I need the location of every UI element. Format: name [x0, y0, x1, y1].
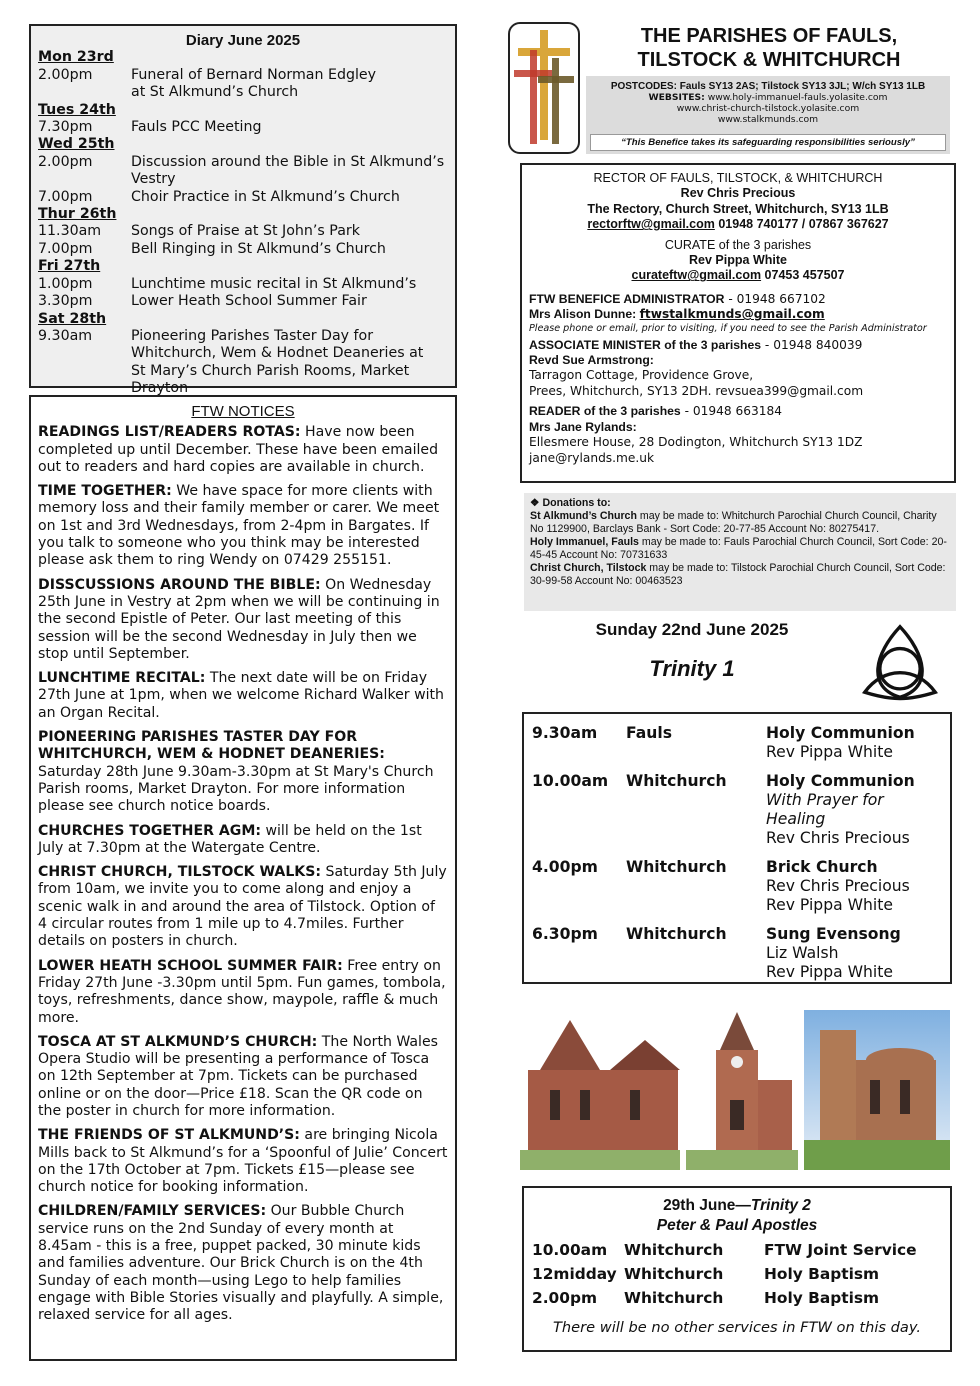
service-time: 10.00am	[532, 772, 609, 790]
diary-entry	[38, 276, 448, 293]
diary-event: Songs of Praise at St John’s Park	[131, 223, 360, 240]
service-row	[532, 925, 942, 982]
diary-time: 7.00pm	[38, 188, 93, 205]
donation-text: may be made to: Tilstock Parochial Church Council, Sort Code: 30-99-58 Account No: 00463523	[530, 562, 946, 587]
donation-item	[530, 562, 950, 588]
donation-text: may be made to: Whitchurch Parochial Church Council, Charity No 1129900, Barclays Bank - Sort Code: 20-77-85 Account No: 80275417.	[530, 510, 937, 535]
notice-heading: THE FRIENDS OF ST ALKMUND’S:	[38, 1127, 300, 1144]
diary-time	[38, 84, 131, 101]
admin-title: FTW BENEFICE ADMINISTRATOR	[529, 291, 725, 306]
donations-title: Donations to:	[542, 497, 611, 509]
rector-phone: 01948 740177 / 07867 367627	[714, 217, 889, 232]
service-name: Sung Evensong	[766, 925, 901, 943]
notice-text: We have space for more clients with memory loss and their family member or carer. We meet on 1st and 3rd Wednesdays, from 2-4pm in Bargates. If you talk to someone who you think may be interested please ask them to ring Wendy on 07429 255151.	[38, 483, 440, 569]
reader-name: Mrs Jane Rylands:	[529, 419, 637, 434]
notice-text: will be held on the 1st July at 7.30pm at the Watergate Centre.	[38, 822, 422, 856]
service-detail	[766, 724, 942, 762]
diary-time: 2.00pm	[38, 66, 93, 83]
diary-entry	[38, 154, 448, 171]
reader-address: Ellesmere House, 28 Dodington, Whitchurch SY13 1DZ	[529, 435, 863, 450]
sunday-services-box	[522, 712, 952, 984]
service-row	[532, 858, 942, 915]
service-line: Rev Pippa White	[766, 896, 893, 914]
june29-service: FTW Joint Service	[764, 1241, 917, 1259]
june29-date: 29th June—	[663, 1197, 751, 1214]
rector-address: The Rectory, Church Street, Whitchurch, SY13 1LB	[587, 201, 889, 216]
diary-event: St Mary’s Church Parish Rooms, Market Drayton	[131, 362, 410, 397]
rector-title: RECTOR OF FAULS, TILSTOCK, & WHITCHURCH	[593, 171, 883, 185]
reader-email[interactable]: jane@rylands.me.uk	[529, 450, 655, 465]
church-photo-tilstock	[686, 1010, 798, 1170]
curate-phone: 07453 457507	[761, 268, 845, 283]
assoc-title: ASSOCIATE MINISTER of the 3 parishes	[529, 337, 762, 352]
diary-entry	[38, 67, 448, 84]
notices-box	[29, 395, 457, 1361]
curate-email[interactable]: curateftw@gmail.com	[631, 268, 762, 283]
rector-email[interactable]: rectorftw@gmail.com	[587, 217, 715, 232]
notice-text: The North Wales Opera Studio will be presenting a performance of Tosca on 12th September at 7pm. Tickets can be purchased online or on the door—Price £18. Scan the QR code on the poster in church for more information.	[38, 1033, 438, 1119]
june29-service: Holy Baptism	[764, 1289, 880, 1307]
diary-time: 11.30am	[38, 223, 102, 240]
diary-entry	[38, 223, 448, 240]
notice-item	[38, 864, 448, 950]
reader-phone: - 01948 663184	[680, 404, 783, 419]
diary-time: 2.00pm	[38, 153, 93, 170]
admin-email[interactable]: ftwstalkmunds@gmail.com	[639, 307, 825, 322]
diary-event: Lower Heath School Summer Fair	[131, 293, 367, 310]
diary-event: Bell Ringing in St Alkmund’s Church	[131, 240, 386, 257]
postcodes-box	[586, 76, 950, 154]
diary-time: 7.00pm	[38, 240, 93, 257]
service-line: With Prayer for Healing	[766, 791, 884, 828]
website-tilstock[interactable]: www.christ-church-tilstock.yolasite.com	[676, 103, 860, 114]
notice-item	[38, 1203, 448, 1324]
diamond-bullet-icon: ❖	[530, 497, 540, 509]
diary-event: Pioneering Parishes Taster Day for	[131, 327, 374, 344]
websites-label: WEBSITES:	[648, 92, 705, 103]
notice-heading: TIME TOGETHER:	[38, 483, 172, 500]
diary-day: Thur 26th	[38, 206, 117, 223]
june29-subtitle: Peter & Paul Apostles	[656, 1217, 818, 1234]
contacts-box	[520, 163, 956, 483]
service-line: Rev Chris Precious	[766, 829, 910, 847]
notice-text: The next date will be on Friday 27th June at 1pm, when we welcome Richard Walker with an Organ Recital.	[38, 670, 444, 721]
diary-day: Tues 24th	[38, 101, 116, 118]
donation-church: St Alkmund’s Church	[530, 510, 637, 522]
diary-event: Whitchurch, Wem & Hodnet Deaneries at	[131, 345, 424, 362]
diary-event: Vestry	[131, 171, 176, 188]
admin-note: Please phone or email, prior to visiting, if you need to see the Parish Administrator	[529, 322, 927, 334]
notice-item	[38, 577, 448, 663]
diary-event: Fauls PCC Meeting	[131, 119, 262, 136]
notice-heading: CHRIST CHURCH, TILSTOCK WALKS:	[38, 864, 322, 881]
church-photo-stalkmunds	[804, 1010, 950, 1170]
donation-item	[530, 536, 950, 562]
service-time: 6.30pm	[532, 925, 598, 943]
notice-heading: LUNCHTIME RECITAL:	[38, 670, 206, 687]
june29-time: 10.00am	[532, 1241, 608, 1259]
service-name: Holy Communion	[766, 724, 915, 742]
diary-entry	[38, 119, 448, 136]
assoc-name: Revd Sue Armstrong:	[529, 353, 654, 368]
sunday-date: Sunday 22nd June 2025	[595, 620, 789, 639]
diary-day: Sat 28th	[38, 310, 107, 327]
diary-entry	[38, 293, 448, 310]
postcodes: POSTCODES: Fauls SY13 2AS; Tilstock SY13 3JL; W/ch SY13 1LB	[610, 81, 926, 92]
service-place: Whitchurch	[626, 925, 727, 943]
service-list	[532, 724, 942, 982]
notice-item	[38, 823, 448, 858]
donation-list	[530, 510, 950, 588]
assoc-addr-2: Prees, Whitchurch, SY13 2DH. revsuea399@gmail.com	[529, 383, 864, 398]
diary-list	[38, 49, 448, 397]
service-line: Rev Pippa White	[766, 963, 893, 981]
notice-item	[38, 483, 448, 569]
diary-time: 9.30am	[38, 327, 93, 344]
diary-entry	[38, 171, 448, 188]
june29-box	[522, 1186, 952, 1352]
notice-text: Our Bubble Church service runs on the 2nd Sunday of every month at 8.45am - this is a free, puppet packed, 30 minute kids and families adventure. Our Brick Church is on the 4th Sunday of each month—using Lego to help families engage with Bible Stories visually and playfully. A simple, relaxed service for all ages.	[38, 1203, 444, 1324]
june29-place: Whitchurch	[624, 1289, 724, 1307]
june29-footer: There will be no other services in FTW on this day.	[553, 1319, 921, 1336]
june29-service: Holy Baptism	[764, 1265, 880, 1283]
diary-event: at St Alkmund’s Church	[131, 84, 299, 101]
assoc-phone: - 01948 840039	[761, 337, 863, 352]
notice-heading: LOWER HEATH SCHOOL SUMMER FAIR:	[38, 957, 343, 974]
diary-event: Lunchtime music recital in St Alkmund’s	[131, 275, 417, 292]
notice-text: Saturday 5th July from 10am, we invite you to come along and enjoy a scenic walk in and around the area of Tilstock. Option of 4 circular routes from 1 mile up to 4.7miles. Further details on posters in church.	[38, 864, 447, 950]
notice-list	[38, 424, 448, 1324]
service-place: Whitchurch	[626, 858, 727, 876]
service-name: Holy Communion	[766, 772, 915, 790]
notice-text: Saturday 28th June 9.30am-3.30pm at St Mary's Church Parish rooms, Market Drayton. For more information please see church notice boards.	[38, 763, 434, 815]
service-line: Liz Walsh	[766, 944, 839, 962]
donation-church: Christ Church, Tilstock	[530, 562, 647, 574]
service-place: Fauls	[626, 724, 672, 742]
service-line: Rev Chris Precious	[766, 877, 910, 895]
notice-text: On Wednesday 25th June in Vestry at 2pm when we will be continuing in the second Epistle of Peter. Our last meeting of this session will be the second Wednesday in July then we stop until September.	[38, 576, 440, 662]
diary-entry	[38, 241, 448, 258]
service-time: 9.30am	[532, 724, 598, 742]
notice-item	[38, 1127, 448, 1196]
crosses-logo-icon	[508, 22, 580, 154]
service-name: Brick Church	[766, 858, 878, 876]
service-time: 4.00pm	[532, 858, 598, 876]
diary-event: Choir Practice in St Alkmund’s Church	[131, 188, 400, 205]
church-photos	[520, 1000, 950, 1176]
trinity-knot-icon	[858, 620, 942, 704]
notice-heading: CHILDREN/FAMILY SERVICES:	[38, 1203, 267, 1220]
diary-entry	[38, 345, 448, 362]
website-stalkmunds[interactable]: www.stalkmunds.com	[717, 114, 819, 125]
donation-text: may be made to: Fauls Parochial Church Council, Sort Code: 20-45-45 Account No: 70731633	[530, 536, 947, 561]
service-line: Rev Pippa White	[766, 743, 893, 761]
service-row	[532, 724, 942, 762]
rector-name: Rev Chris Precious	[680, 186, 796, 201]
notice-heading: TOSCA AT ST ALKMUND’S CHURCH:	[38, 1033, 318, 1050]
title-line-2: TILSTOCK & WHITCHURCH	[637, 49, 901, 71]
diary-event: Funeral of Bernard Norman Edgley	[131, 66, 377, 83]
diary-entry	[38, 189, 448, 206]
diary-day: Fri 27th	[38, 258, 101, 275]
diary-entry	[38, 328, 448, 345]
notice-heading: CHURCHES TOGETHER AGM:	[38, 822, 261, 839]
diary-time	[38, 363, 131, 398]
donation-church: Holy Immanuel, Fauls	[530, 536, 639, 548]
donation-item	[530, 510, 950, 536]
admin-name: Mrs Alison Dunne:	[529, 307, 640, 322]
website-fauls[interactable]: www.holy-immanuel-fauls.yolasite.com	[707, 92, 888, 103]
diary-time	[38, 345, 131, 362]
diary-box	[29, 24, 457, 397]
notice-heading: DISSCUSSIONS AROUND THE BIBLE:	[38, 576, 321, 593]
notice-text: Have now been completed up until December. These have been emailed out to readers and hard copies are available in church.	[38, 424, 439, 475]
diary-event: Discussion around the Bible in St Alkmund’s	[131, 153, 445, 170]
notice-text: are bringing Nicola Mills back to St Alkmund’s for a ‘Spoonful of Julie’ Concert on the 17th October at 7pm. Tickets £15—please see church notice for booking information.	[38, 1127, 448, 1196]
june29-time: 12midday	[532, 1265, 617, 1283]
notice-heading: PIONEERING PARISHES TASTER DAY FOR WHITCHURCH, WEM & HODNET DEANERIES:	[38, 729, 385, 763]
service-place: Whitchurch	[626, 772, 727, 790]
notice-item	[38, 1034, 448, 1120]
diary-time	[38, 171, 131, 188]
admin-phone: - 01948 667102	[724, 291, 826, 306]
curate-name: Rev Pippa White	[689, 253, 787, 268]
diary-day: Mon 23rd	[38, 49, 114, 66]
june29-place: Whitchurch	[624, 1265, 724, 1283]
diary-entry	[38, 84, 448, 101]
service-row	[532, 772, 942, 848]
notice-item	[38, 729, 448, 815]
church-photo-fauls	[520, 1010, 680, 1170]
diary-time: 3.30pm	[38, 293, 93, 310]
june29-list	[532, 1240, 942, 1308]
diary-time: 1.00pm	[38, 275, 93, 292]
donations-box	[524, 493, 956, 611]
june29-row	[532, 1264, 942, 1284]
june29-place: Whitchurch	[624, 1241, 724, 1259]
notice-text: Free entry on Friday 27th June -3.30pm until 5pm. Fun games, tombola, toys, refreshments, dance show, maypole, raffle & much more.	[38, 957, 446, 1026]
curate-title: CURATE of the 3 parishes	[664, 237, 812, 252]
june29-name: Trinity 2	[750, 1197, 811, 1214]
title-line-1: THE PARISHES OF FAULS,	[640, 25, 898, 47]
safeguarding-quote: “This Benefice takes its safeguarding responsibilities seriously”	[590, 134, 946, 151]
june29-row	[532, 1288, 942, 1308]
assoc-addr-1: Tarragon Cottage, Providence Grove,	[529, 368, 754, 383]
service-detail	[766, 772, 942, 848]
diary-time: 7.30pm	[38, 119, 93, 136]
notice-item	[38, 958, 448, 1027]
reader-title: READER of the 3 parishes	[529, 404, 681, 419]
diary-entry	[38, 363, 448, 398]
sunday-name: Trinity 1	[649, 656, 735, 681]
service-detail	[766, 858, 942, 915]
diary-day: Wed 25th	[38, 136, 115, 153]
notice-heading: READINGS LIST/READERS ROTAS:	[38, 424, 301, 441]
service-detail	[766, 925, 942, 982]
parishes-title	[588, 24, 950, 72]
diary-title: Diary June 2025	[185, 32, 301, 49]
notice-item	[38, 424, 448, 476]
june29-time: 2.00pm	[532, 1289, 598, 1307]
notice-item	[38, 670, 448, 722]
notices-title: FTW NOTICES	[191, 403, 295, 420]
june29-row	[532, 1240, 942, 1260]
